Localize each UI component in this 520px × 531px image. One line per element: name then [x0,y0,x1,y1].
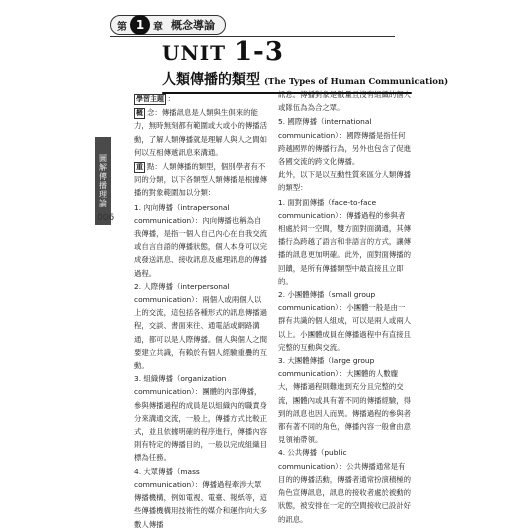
list-item-head: 3. 大團體傳播（large group communication） [278,356,375,379]
list-item-head: 4. 公共傳播（public communication） [278,448,347,471]
list-item-body: ：公共傳播通常是有目的的傳播活動，傳播者通常扮演積極的角色宣傳訊息，訊息的接收者處於被動的狀態，被安排在一定的空間接收已設計好的訊息。 [278,461,412,524]
list-item [278,115,412,168]
intro-label: 學習主題 [136,95,164,103]
list-item-head: 2. 小團體傳播（small group communication） [278,290,376,313]
right-column [278,88,412,526]
list-item-head: 1. 面對面傳播（face-to-face communication） [278,197,377,220]
list-item-head: 5. 國際傳播（international communication） [278,117,372,140]
chapter-prefix: 第 [117,21,127,33]
list-item [278,288,412,354]
chapter-suffix: 章 [153,21,163,33]
list-item [134,465,268,531]
unit-title-row [162,69,449,89]
list-item [278,196,412,288]
intro-line [134,92,268,105]
list-item-head: 3. 組織傳播（organization communication） [134,374,227,397]
intro-text: : [168,94,171,103]
list-item-body: ：兩個人或兩個人以上的交流，這包括各種形式的訊息傳播過程，交談、書面來往、通電話或網路溝通，都可以是人際傳播。個人與個人之間要建立共識，有賴於有個人經驗重疊的互動。 [134,295,268,371]
lead-text: 訊息。傳播對象是數量且沒有組織的個人或隊伍為為合之眾。 [278,90,412,113]
intro-text: 念：傳播訊息是人類與生俱來的能力，無時無刻都有範圍或大或小的傳播活動，了解人類傳播就是理解人與人之間如何以互相傳遞訊息來溝通。 [134,108,268,157]
intro-label: 概 [136,109,143,118]
chapter-title: 概念導論 [171,19,215,32]
list-item [134,280,268,372]
list-item-head: 4. 大眾傳播（mass communication） [134,466,200,489]
side-tab-label: 圖解傳播理論 [98,154,108,208]
list-item-body: ：內向傳播也稱為自我傳播，是指一個人自己內心在自我交流或自言自語的傳播狀態，個人本身可以完成發送訊息、接收訊息及處理訊息的傳播過程。 [134,215,268,278]
list-item-body: ：傳播過程的參與者相處於同一空間，雙方面對面溝通，其傳播行為跨越了語言和非語言的方式，讓傳播的訊息更加明確。此外，面對面傳播的回饋，是所有傳播類型中最直接且立即的。 [278,210,412,286]
section-paragraph: 此外，以下是以互動性質來區分人類傳播的類型： [278,170,412,193]
unit-title: 人類傳播的類型 [162,72,260,88]
side-tab [95,137,111,225]
page-number: 006 [97,213,115,223]
list-item-head: 1. 內向傳播（intrapersonal communication） [134,202,230,225]
unit-label [162,37,412,67]
list-item-body: ：傳播過程牽涉大眾傳播機構，例如電視、電臺、報紙等，這些傳播機構用技術性的媒介和運作向大多數人傳播 [134,479,268,529]
list-item-body: ：大團體的人數龐大，傳播過程則難進到充分且完整的交流，團體內或具有著不同的傳播經驗，得到的訊息也因人而異。傳播過程的參與者都有著不同的角色，傳播內容一般會由意見領袖帶領。 [278,369,412,445]
unit-heading [162,37,449,94]
intro-line [134,106,268,159]
unit-number: 1-3 [233,37,284,67]
list-item-body: ：國際傳播是指任何跨越國界的傳播行為，另外也包含了促進各國交流的跨文化傳播。 [278,130,412,167]
list-item [278,354,412,446]
list-item [134,201,268,280]
list-item [134,372,268,464]
chapter-header [110,14,226,36]
intro-label: 重 [136,163,143,172]
chapter-badge [110,15,226,35]
list-item-body: ：團體的內部傳播，參與傳播過程的成員是以組織內的職責身分來溝通交流，一般上，傳播方式比較正式，並且依據明確的程序進行，傳播內容則有特定的傳播目的，一般以完成組織目標為任務。 [134,387,268,463]
left-column [134,92,268,531]
list-item [278,446,412,525]
list-item-head: 2. 人際傳播（interpersonal communication） [134,281,230,305]
unit-word: UNIT [162,41,226,65]
list-item-body: ：小團體一般是由一群有共識的個人組成，可以是兩人或兩人以上。小團體成員在傳播過程中有直接且完整的互動與交流。 [278,303,412,352]
intro-text: 點：人類傳播的類型，個別學者有不同的分類，以下各類型人類傳播是根據傳播的對象範圍加以分類： [134,162,268,198]
unit-subtitle: (The Types of Human Communication) [264,77,449,87]
chapter-number: 1 [130,15,150,35]
intro-line [134,160,268,200]
